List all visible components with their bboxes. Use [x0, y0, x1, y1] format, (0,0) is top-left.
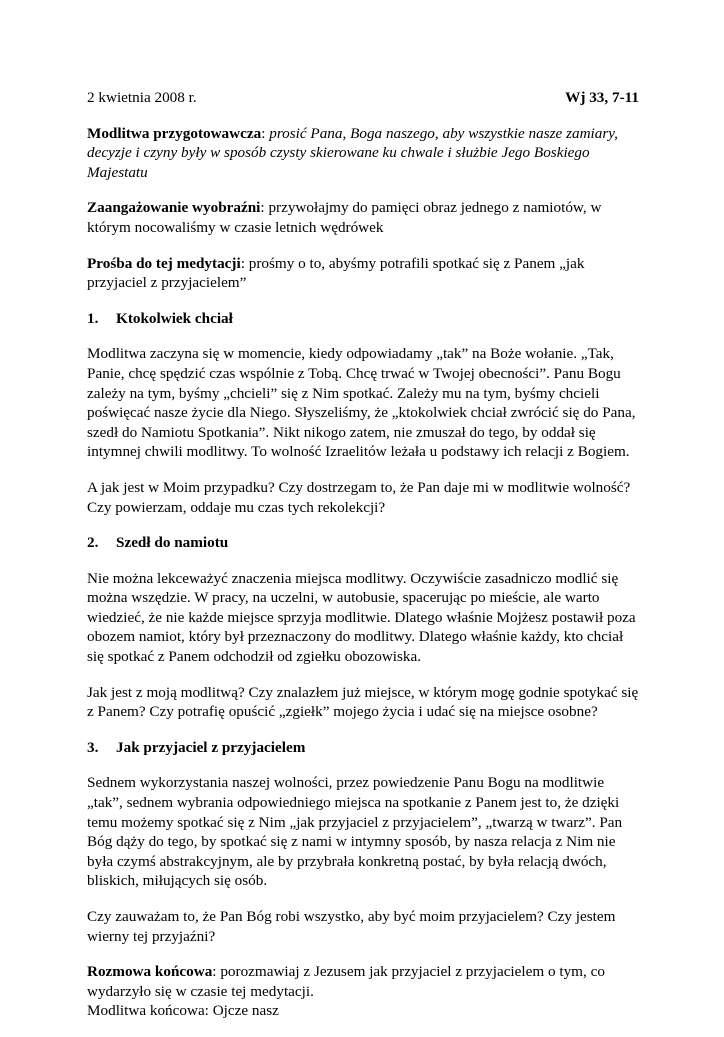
section-heading-1 — [87, 309, 639, 329]
document-content — [87, 88, 639, 1037]
closing-conversation: Rozmowa końcowa: porozmawiaj z Jezusem jak przyjaciel z przyjacielem o tym, co wydarzyło się w czasie tej medytacji. — [87, 963, 605, 1000]
date: 2 kwietnia 2008 r. — [87, 89, 197, 106]
closing-text: porozmawiaj z Jezusem jak przyjaciel z przyjacielem o tym, co wydarzyło się w czasie tej medytacji. — [87, 963, 605, 1000]
scripture-reference: Wj 33, 7-11 — [565, 89, 639, 106]
section-number: 1. — [87, 309, 99, 327]
section-title: Jak przyjaciel z przyjacielem — [116, 738, 306, 756]
section-title: Szedł do namiotu — [116, 534, 229, 552]
section-heading-3 — [87, 738, 639, 758]
request-paragraph: Prośba do tej medytacji: prośmy o to, abyśmy potrafili spotkać się z Panem „jak przyjaciel z przyjacielem” — [87, 254, 585, 292]
preparatory-prayer-text: prosić Pana, Boga naszego, aby wszystkie nasze zamiary, decyzje i czyny były w sposób czysty skierowane ku chwale i służbie Jego Boskiego Majestatu — [87, 124, 618, 181]
page-header — [87, 88, 639, 108]
request-label: Prośba do tej medytacji — [87, 254, 241, 272]
preparatory-prayer: Modlitwa przygotowawcza: prosić Pana, Boga naszego, aby wszystkie nasze zamiary, decyzje i czyny były w sposób czysty skierowane ku chwale i służbie Jego Boskiego Majestatu — [87, 124, 618, 181]
section-3-paragraph-2: Czy zauważam to, że Pan Bóg robi wszystko, aby być moim przyjacielem? Czy jestem wierny tej przyjaźni? — [87, 908, 616, 945]
section-1-paragraph-1: Modlitwa zaczyna się w momencie, kiedy odpowiadamy „tak” na Boże wołanie. „Tak, Panie, chcę spędzić czas wspólnie z Tobą. Chcę trwać w Twojej obecności”. Panu Bogu zależy na tym, byśmy „chcieli” się z Nim spotkać. Zależy mu na tym, byśmy chcieli poświęcać nasze życie dla Niego. Słyszeliśmy, że „ktokolwiek chciał zwrócić się do Pana, szedł do Namiotu Spotkania”. Nikt nikogo zatem, nie zmuszał do tego, by oddał się intymnej chwili modlitwy. To wolność Izraelitów leżała u podstawy ich relacji z Bogiem. — [87, 345, 636, 461]
section-2-paragraph-2: Jak jest z moją modlitwą? Czy znalazłem już miejsce, w którym mogę godnie spotykać się z Panem? Czy potrafię opuścić „zgiełk” mojego życia i udać się na miejsce osobne? — [87, 683, 639, 721]
closing-label: Rozmowa końcowa — [87, 963, 213, 981]
request-text: prośmy o to, abyśmy potrafili spotkać się z Panem „jak przyjaciel z przyjacielem” — [87, 254, 585, 292]
section-title: Ktokolwiek chciał — [116, 309, 233, 327]
preparatory-prayer-label: Modlitwa przygotowawcza — [87, 124, 262, 142]
imagination-text: przywołajmy do pamięci obraz jednego z namiotów, w którym nocowaliśmy w czasie letnich wędrówek — [87, 199, 602, 236]
imagination-paragraph: Zaangażowanie wyobraźni: przywołajmy do pamięci obraz jednego z namiotów, w którym nocowaliśmy w czasie letnich wędrówek — [87, 199, 602, 236]
section-heading-2 — [87, 533, 639, 553]
final-prayer: Modlitwa końcowa: Ojcze nasz — [87, 1002, 279, 1020]
imagination-label: Zaangażowanie wyobraźni — [87, 199, 261, 217]
section-1-paragraph-2: A jak jest w Moim przypadku? Czy dostrzegam to, że Pan daje mi w modlitwie wolność? Czy powierzam, oddaje mu czas tych rekolekcji? — [87, 478, 631, 516]
section-number: 3. — [87, 738, 99, 756]
section-number: 2. — [87, 534, 99, 552]
section-2-paragraph-1: Nie można lekceważyć znaczenia miejsca modlitwy. Oczywiście zasadniczo modlić się można wszędzie. W pracy, na uczelni, w autobusie, spacerując po mieście, ale warto wiedzieć, że nie każde miejsce sprzyja modlitwie. Dlatego właśnie Mojżesz postawił poza obozem namiot, który był przeznaczony do modlitwy. Dlatego właśnie każdy, kto chciał się spotkać z Panem odchodził od zgiełku obozowiska. — [87, 569, 636, 666]
section-3-paragraph-1: Sednem wykorzystania naszej wolności, przez powiedzenie Panu Bogu na modlitwie „tak”, sednem wybrania odpowiedniego miejsca na spotkanie z Panem jest to, że dzięki temu możemy spotkać się z Nim „jak przyjaciel z przyjacielem”, „twarzą w twarz”. Pan Bóg dąży do tego, by spotkać się z nami w intymny sposób, by nasza relacja z Nim nie była czymś abstrakcyjnym, ale by przybrała konkretną postać, by była relacją dwóch, bliskich, miłujących się osób. — [87, 774, 623, 890]
